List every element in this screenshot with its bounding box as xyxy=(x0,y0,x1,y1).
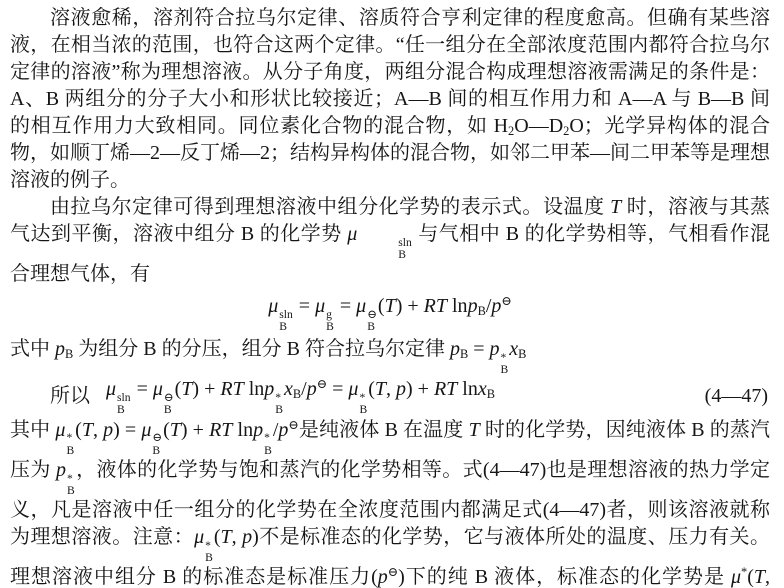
equation-4-47-row xyxy=(10,376,770,416)
equation-4-47-body: μ sln B = μ ⊖ B (T) + RT lnp * B $x_B/p^⊖ = \mu$ * B (T, p) + RT lnx$_B$ xyxy=(106,377,495,417)
equation-4-47 xyxy=(10,376,495,416)
equation-gas-phase-potential: μ sln B = μ g B = μ ⊖ B (T) + RT lnp$_B$/p⊖ xyxy=(268,294,512,334)
paragraph-ideal-solution-intro: 溶液愈稀，溶剂符合拉乌尔定律、溶质符合亨利定律的程度愈高。但确有某些溶液，在相当浓的范围，也符合这两个定律。“任一组分在全部浓度范围内都符合拉乌尔定律的溶液”称为理想溶液。从分子角度，两组分混合构成理想溶液需满足的条件是：A、B 两组分的分子大小和形状比较接近；A—B 间的相互作用力和 A—A 与 B—B 间的相互作用力大致相同。同位素化合物的混合物，如 $H_2O—D_2O$；光学异构体的混合物，如顺丁烯—2—反丁烯—2；结构异构体的混合物，如邻二甲苯—间二甲苯等是理想溶液的例子。 xyxy=(10,7,770,191)
paragraph-thermodynamic-definition: 其中 μ * B (T, p) = μ ⊖ B (T) + RT lnp * B /p⊖是纯液体 B 在温度 T 时的化学势，因纯液体 B 的蒸汽压为 p * B ，液体的化学势与饱和蒸汽的化学势相等。式(4—47)也是理想溶液的热力学定义，凡是溶液中任一组分的化学势在全浓度范围内都满足式(4—47)者，则该溶液就称为理想溶液。注意：μ * B (T, p)不是标准态的化学势，它与液体所处的温度、压力有关。理想溶液中组分 B 的标准态是标准压力(p⊖)下的纯 B 液体，标准态的化学势是 μ*(T, xyxy=(10,417,771,588)
line-partial-pressure: 式中 $p_B$ 为组分 B 的分压，组分 B 符合拉乌尔定律 $p_B = p$ * B $x_B$ xyxy=(10,338,527,377)
paragraph-raoult-chemical-potential: 由拉乌尔定律可得到理想溶液中组分化学势的表示式。设温度 T 时，溶液与其蒸气达到平衡，溶液中组分 B 的化学势 μ sln B 与气相中 B 的化学势相等，气相看作混合理想气体，有 xyxy=(10,196,771,286)
equation-number-4-47: (4—47) xyxy=(704,384,768,407)
equation-4-47-prefix: 所以 xyxy=(50,384,90,407)
